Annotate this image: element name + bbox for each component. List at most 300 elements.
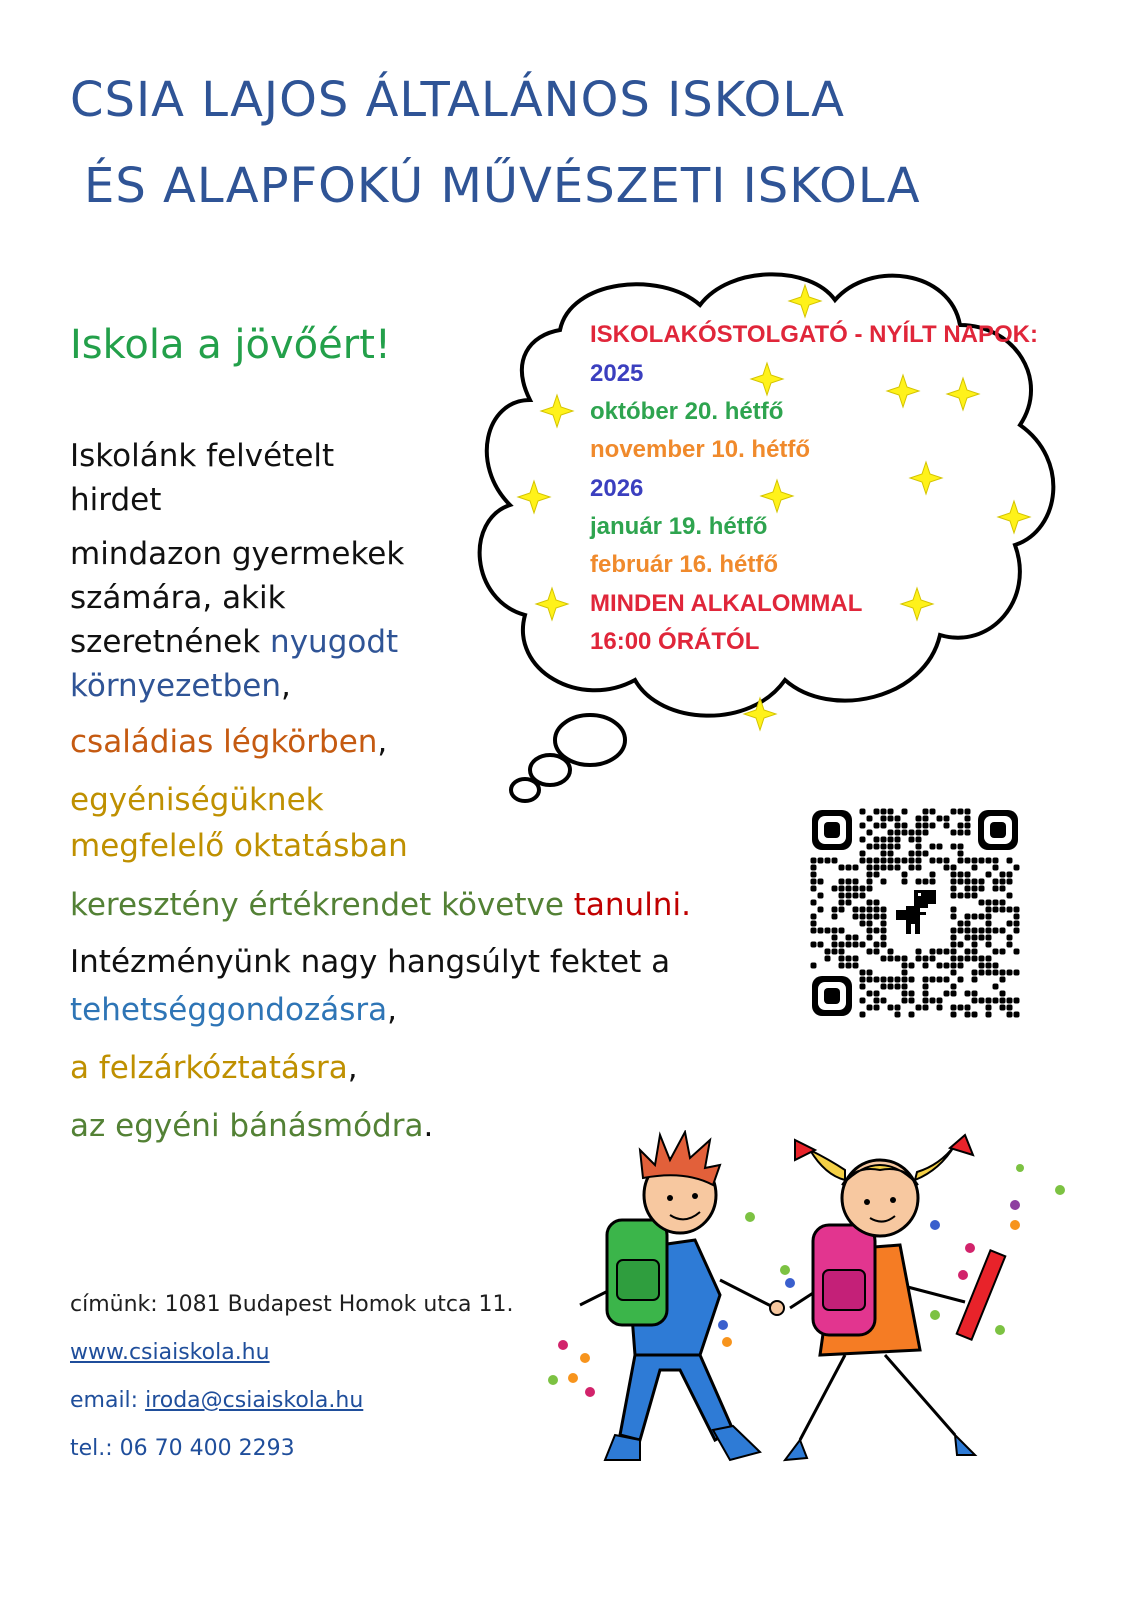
qr-module [902, 956, 908, 962]
qr-module [881, 816, 887, 822]
qr-module [993, 886, 999, 892]
qr-module [874, 949, 880, 955]
intro-tanulni: tanulni [573, 887, 682, 923]
qr-module [1000, 977, 1006, 983]
qr-module [965, 1005, 971, 1011]
qr-module [909, 851, 915, 857]
qr-module [874, 928, 880, 934]
qr-module [867, 991, 873, 997]
qr-module [881, 851, 887, 857]
qr-module [986, 907, 992, 913]
qr-module [867, 872, 873, 878]
qr-module [958, 893, 964, 899]
qr-module [1007, 907, 1013, 913]
qr-module [881, 858, 887, 864]
qr-module [1000, 886, 1006, 892]
qr-module [937, 816, 943, 822]
qr-module [972, 977, 978, 983]
boy-figure [580, 1132, 775, 1460]
intro-p2b: számára, akik [70, 580, 286, 616]
qr-module [937, 949, 943, 955]
qr-module [951, 1012, 957, 1018]
qr-module [1014, 914, 1020, 920]
qr-module [895, 984, 901, 990]
qr-module [965, 914, 971, 920]
email-label: email: [70, 1388, 146, 1413]
qr-module [909, 1012, 915, 1018]
qr-module [818, 907, 824, 913]
qr-module [867, 970, 873, 976]
intro-p9 [70, 1104, 433, 1148]
qr-module [958, 872, 964, 878]
qr-module [867, 858, 873, 864]
qr-module [867, 844, 873, 850]
qr-module [881, 935, 887, 941]
qr-module [965, 879, 971, 885]
qr-module [937, 963, 943, 969]
email-link[interactable]: iroda@csiaiskola.hu [145, 1388, 364, 1413]
qr-module [930, 956, 936, 962]
qr-module [993, 963, 999, 969]
qr-module [895, 823, 901, 829]
girl-figure [785, 1135, 975, 1460]
qr-module [881, 984, 887, 990]
qr-module [958, 928, 964, 934]
qr-module [1000, 872, 1006, 878]
qr-module [951, 893, 957, 899]
qr-module [937, 998, 943, 1004]
qr-module [853, 886, 859, 892]
intro-p7-comma: , [387, 992, 397, 1028]
intro-p4b: megfelelő oktatásban [70, 828, 408, 864]
qr-module [902, 858, 908, 864]
qr-module [839, 886, 845, 892]
qr-module [923, 1005, 929, 1011]
qr-module [888, 837, 894, 843]
cloud-date-2: november 10. hétfő [590, 436, 811, 463]
qr-module [951, 991, 957, 997]
qr-module [972, 942, 978, 948]
qr-module [993, 928, 999, 934]
qr-module [895, 956, 901, 962]
qr-module [1007, 935, 1013, 941]
qr-module [951, 907, 957, 913]
qr-module [881, 914, 887, 920]
qr-module [972, 949, 978, 955]
qr-module [895, 830, 901, 836]
qr-module [881, 907, 887, 913]
qr-module [860, 823, 866, 829]
qr-module [839, 963, 845, 969]
qr-module [972, 1012, 978, 1018]
children-illustration [545, 1130, 1075, 1480]
qr-module [825, 949, 831, 955]
qr-module [867, 1005, 873, 1011]
qr-module [958, 844, 964, 850]
qr-module [1000, 949, 1006, 955]
qr-module [923, 963, 929, 969]
qr-module [937, 844, 943, 850]
qr-module [958, 851, 964, 857]
qr-module [860, 851, 866, 857]
qr-module [832, 858, 838, 864]
qr-module [979, 935, 985, 941]
qr-module [1000, 928, 1006, 934]
qr-module [965, 823, 971, 829]
qr-module [1000, 998, 1006, 1004]
qr-module [811, 963, 817, 969]
qr-module [832, 949, 838, 955]
qr-module [979, 879, 985, 885]
qr-module [881, 879, 887, 885]
qr-module [916, 1005, 922, 1011]
qr-module [979, 914, 985, 920]
qr-module [867, 935, 873, 941]
intro-p2a: mindazon gyermekek [70, 536, 405, 572]
qr-module [1014, 998, 1020, 1004]
qr-module [881, 928, 887, 934]
qr-module [846, 886, 852, 892]
qr-module [986, 1005, 992, 1011]
qr-module [902, 998, 908, 1004]
qr-module [853, 907, 859, 913]
qr-module [972, 991, 978, 997]
qr-module [951, 886, 957, 892]
qr-module [965, 830, 971, 836]
qr-module [832, 935, 838, 941]
qr-module [860, 886, 866, 892]
qr-module [972, 886, 978, 892]
qr-module [902, 872, 908, 878]
qr-module [860, 914, 866, 920]
qr-module [888, 1005, 894, 1011]
cloud-date-1: október 20. hétfő [590, 398, 784, 425]
qr-module [867, 865, 873, 871]
qr-module [874, 872, 880, 878]
qr-module [1014, 949, 1020, 955]
qr-module [916, 830, 922, 836]
website-link[interactable]: www.csiaiskola.hu [70, 1340, 270, 1365]
qr-module [818, 942, 824, 948]
qr-module [902, 879, 908, 885]
qr-module [895, 977, 901, 983]
qr-module [881, 977, 887, 983]
qr-module [986, 942, 992, 948]
qr-module [944, 865, 950, 871]
qr-module [958, 956, 964, 962]
held-hands [770, 1301, 784, 1315]
qr-module [860, 970, 866, 976]
qr-module [965, 1012, 971, 1018]
qr-module [846, 865, 852, 871]
qr-module [951, 1005, 957, 1011]
intro-csaladias: családias légkörben [70, 724, 378, 760]
qr-module [902, 991, 908, 997]
qr-module [839, 928, 845, 934]
qr-module [916, 816, 922, 822]
qr-module [895, 1012, 901, 1018]
qr-module [888, 865, 894, 871]
qr-module [951, 956, 957, 962]
qr-module [839, 865, 845, 871]
address: címünk: 1081 Budapest Homok utca 11. [70, 1292, 514, 1317]
qr-module [965, 816, 971, 822]
qr-module [909, 998, 915, 1004]
qr-module [825, 858, 831, 864]
intro-felzarkoztatas: a felzárkóztatásra [70, 1050, 348, 1086]
qr-module [853, 879, 859, 885]
intro-tehetseg: tehetséggondozásra [70, 992, 388, 1028]
qr-module [832, 928, 838, 934]
qr-module [930, 879, 936, 885]
qr-module [860, 809, 866, 815]
qr-module [881, 809, 887, 815]
cloud-date-4: február 16. hétfő [590, 551, 779, 578]
qr-module [846, 942, 852, 948]
qr-module [860, 984, 866, 990]
qr-module [874, 942, 880, 948]
qr-module [944, 816, 950, 822]
qr-module [832, 942, 838, 948]
cloud-year-2026: 2026 [590, 475, 644, 502]
qr-module [930, 998, 936, 1004]
qr-module [895, 1005, 901, 1011]
intro-p9-period: . [423, 1108, 434, 1144]
qr-module [979, 956, 985, 962]
qr-module [846, 935, 852, 941]
qr-module [909, 991, 915, 997]
qr-module [895, 858, 901, 864]
school-name-line1: CSIA LAJOS ÁLTALÁNOS ISKOLA [70, 72, 846, 128]
qr-module [1000, 970, 1006, 976]
qr-module [867, 830, 873, 836]
qr-module [811, 942, 817, 948]
qr-module [986, 1012, 992, 1018]
qr-module [1007, 998, 1013, 1004]
qr-module [860, 1012, 866, 1018]
qr-module [951, 949, 957, 955]
qr-module [874, 858, 880, 864]
qr-module [951, 928, 957, 934]
qr-module [1014, 928, 1020, 934]
intro-p5-period: . [681, 887, 691, 923]
qr-module [979, 998, 985, 1004]
qr-module [923, 879, 929, 885]
qr-module [867, 900, 873, 906]
qr-module [909, 977, 915, 983]
qr-module [881, 837, 887, 843]
intro-p2c-text: szeretnének [70, 624, 271, 660]
qr-module [972, 956, 978, 962]
cloud-date-3: január 19. hétfő [590, 513, 768, 540]
qr-module [1000, 1005, 1006, 1011]
qr-module [825, 928, 831, 934]
qr-module [867, 886, 873, 892]
qr-module [916, 956, 922, 962]
qr-module [958, 809, 964, 815]
qr-module [867, 816, 873, 822]
qr-module [972, 914, 978, 920]
qr-module [993, 970, 999, 976]
qr-module [1007, 942, 1013, 948]
qr-module [811, 872, 817, 878]
qr-module [881, 942, 887, 948]
qr-module [832, 886, 838, 892]
qr-module [979, 928, 985, 934]
qr-module [958, 963, 964, 969]
qr-code[interactable] [810, 808, 1020, 1018]
qr-module [916, 865, 922, 871]
qr-module [951, 942, 957, 948]
qr-module [951, 984, 957, 990]
qr-module [965, 956, 971, 962]
qr-module [951, 935, 957, 941]
qr-module [965, 886, 971, 892]
qr-module [846, 879, 852, 885]
qr-module [923, 991, 929, 997]
qr-module [860, 942, 866, 948]
qr-finder-top-left [812, 810, 852, 850]
qr-module [986, 963, 992, 969]
qr-module [832, 914, 838, 920]
qr-module [860, 858, 866, 864]
qr-module [860, 893, 866, 899]
qr-module [902, 970, 908, 976]
qr-module [958, 858, 964, 864]
qr-module [979, 858, 985, 864]
intro-p2c [70, 620, 398, 664]
intro-p2d [70, 664, 291, 708]
qr-module [1007, 893, 1013, 899]
qr-module [860, 907, 866, 913]
qr-module [923, 809, 929, 815]
qr-module [916, 851, 922, 857]
qr-module [867, 928, 873, 934]
qr-module [972, 998, 978, 1004]
qr-module [846, 956, 852, 962]
qr-module [937, 977, 943, 983]
qr-module [874, 809, 880, 815]
qr-module [965, 872, 971, 878]
qr-module [916, 949, 922, 955]
qr-module [853, 942, 859, 948]
qr-module [986, 935, 992, 941]
qr-module [874, 900, 880, 906]
qr-module [930, 858, 936, 864]
qr-module [818, 893, 824, 899]
qr-module [888, 858, 894, 864]
qr-module [958, 879, 964, 885]
qr-module [839, 907, 845, 913]
qr-module [958, 921, 964, 927]
qr-module [923, 830, 929, 836]
intro-banasmod: az egyéni bánásmódra [70, 1108, 424, 1144]
qr-module [944, 823, 950, 829]
qr-module [853, 914, 859, 920]
qr-module [867, 914, 873, 920]
qr-module [853, 956, 859, 962]
intro-nyugodt: nyugodt [270, 624, 399, 660]
qr-module [1007, 872, 1013, 878]
qr-module [951, 872, 957, 878]
intro-p8 [70, 1046, 358, 1090]
qr-module [839, 942, 845, 948]
qr-module [881, 956, 887, 962]
qr-module [811, 865, 817, 871]
qr-module [902, 984, 908, 990]
qr-module [888, 984, 894, 990]
qr-module [825, 956, 831, 962]
qr-module [888, 809, 894, 815]
qr-module [888, 851, 894, 857]
qr-module [986, 872, 992, 878]
qr-module [909, 837, 915, 843]
qr-module [986, 900, 992, 906]
qr-module [923, 956, 929, 962]
qr-module [909, 963, 915, 969]
qr-module [853, 963, 859, 969]
qr-module [972, 893, 978, 899]
qr-module [839, 900, 845, 906]
qr-module [846, 893, 852, 899]
qr-module [867, 907, 873, 913]
qr-module [916, 823, 922, 829]
qr-module [853, 865, 859, 871]
qr-module [1007, 879, 1013, 885]
qr-module [860, 998, 866, 1004]
qr-module [986, 998, 992, 1004]
qr-module [895, 816, 901, 822]
qr-module [867, 977, 873, 983]
qr-module [853, 893, 859, 899]
qr-module [1000, 991, 1006, 997]
qr-module [923, 851, 929, 857]
qr-module [951, 865, 957, 871]
qr-module [874, 1005, 880, 1011]
qr-module [895, 865, 901, 871]
qr-module [944, 858, 950, 864]
qr-module [888, 816, 894, 822]
qr-module [993, 865, 999, 871]
qr-module [951, 844, 957, 850]
qr-module [832, 907, 838, 913]
qr-module [923, 984, 929, 990]
qr-module [818, 858, 824, 864]
qr-module [1014, 1012, 1020, 1018]
qr-module [937, 1005, 943, 1011]
qr-module [811, 879, 817, 885]
qr-module [874, 865, 880, 871]
qr-module [909, 865, 915, 871]
qr-finder-top-right [978, 810, 1018, 850]
qr-module [972, 865, 978, 871]
qr-module [965, 928, 971, 934]
qr-module [1007, 1012, 1013, 1018]
qr-module [846, 900, 852, 906]
qr-module [888, 956, 894, 962]
qr-module [1014, 907, 1020, 913]
qr-module [881, 823, 887, 829]
qr-module [902, 830, 908, 836]
qr-module [1000, 879, 1006, 885]
intro-p3 [70, 720, 387, 764]
qr-module [993, 998, 999, 1004]
qr-module [937, 858, 943, 864]
qr-module [1007, 1005, 1013, 1011]
qr-module [958, 977, 964, 983]
intro-kereszteny: keresztény értékrendet követve [70, 887, 574, 923]
qr-module [1007, 921, 1013, 927]
